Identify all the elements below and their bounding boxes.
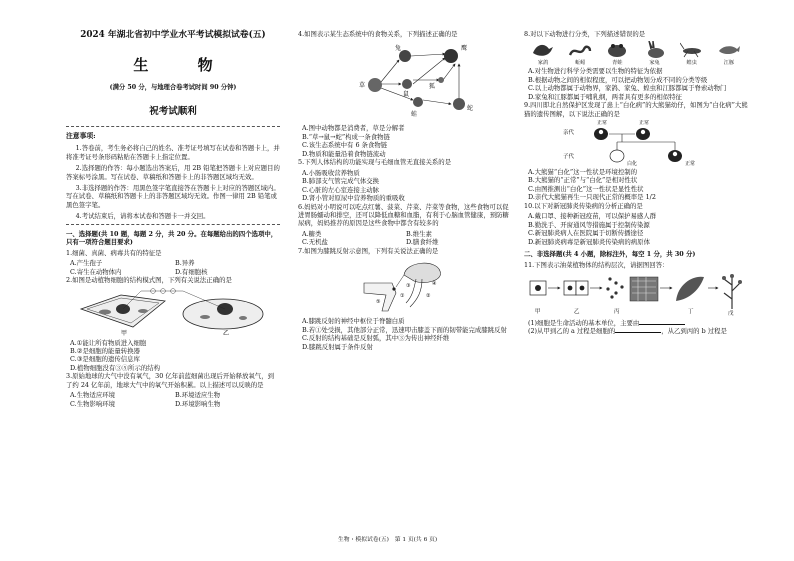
food-web-diagram [298, 40, 510, 122]
porpoise-icon [717, 41, 741, 59]
food-web-label-fox: 狐 [429, 83, 436, 91]
food-web-label-eagle: 鹰 [461, 45, 468, 53]
page-footer: 生物・模拟试卷(五) 第 1 页(共 6 页) [338, 537, 438, 543]
note-item: 1.答卷前，考生务必将自己的姓名、准考证号填写在试卷和答题卡上，并将准考证号条形码粘贴在答题卡上指定位置。 [66, 144, 280, 161]
column-right [524, 30, 748, 336]
option: C.由图推测出“白化”这一性状是显性性状 [528, 184, 644, 193]
plant-hierarchy-diagram [524, 271, 748, 317]
option: D.植物细胞没有③⑤所示的结构 [70, 363, 161, 372]
question-1-options [70, 268, 280, 276]
svg-text:⑤: ⑤ [376, 299, 381, 306]
cell-diagram-label-yi: 乙 [223, 329, 230, 337]
question-7-stem: 7.如图为膝跳反射示意图，下列有关说法正确的是 [298, 246, 439, 255]
animal-porpoise [714, 41, 744, 67]
animal-label: 家鸽 [537, 60, 549, 67]
option: C.该生态系统中有 6 条食物链 [302, 141, 388, 150]
question-11-sub-2 [528, 327, 748, 335]
option: D.新冠肺炎病毒是新冠肺炎传染病的病原体 [528, 237, 650, 246]
option: B.环境适应生物 [175, 391, 221, 400]
option: B.若①处受损，其他部分正常，迅速叩击膝盖下面的韧带能完成膝跳反射 [302, 325, 507, 334]
option: C.反射的结构基础是反射弧，其中③为传出神经纤维 [302, 334, 450, 343]
question-3-stem: 3.原始地球的大气中没有氧气，30 亿年前蓝细菌出现后开始释放氧气，到了约 24 亿年前，地球大气中的氧气开始积累。以上描述可以反映的是 [66, 372, 274, 389]
subject-title: 生 物 [133, 55, 235, 74]
divider [66, 224, 280, 225]
animal-earthworm [565, 41, 595, 67]
knee-jerk-illustration [344, 257, 464, 315]
option: B.根据动物之间的相似程度，可以把动物划分成不同的分类等级 [528, 75, 708, 84]
question-3-options [70, 391, 280, 399]
genetics-label-offspring: 子代 [563, 154, 575, 161]
option: A.①能让所有物质进入细胞 [70, 338, 147, 347]
option: B.肺部支气管完成气体交换 [302, 177, 380, 186]
option: D.家兔和江豚都属于哺乳纲，两者具有更多的相似特征 [528, 92, 682, 101]
hierarchy-label-bing: 丙 [614, 309, 620, 316]
animal-images [528, 41, 744, 67]
genetics-label-albino: 白化 [627, 161, 638, 167]
answer-blank [615, 327, 661, 333]
animal-locust [677, 41, 707, 67]
animal-frog [602, 41, 632, 67]
cell-diagram-label-jia: 甲 [121, 329, 128, 337]
hierarchy-label-jia: 甲 [535, 309, 541, 316]
svg-text:③: ③ [406, 283, 411, 290]
question-3-options [70, 400, 280, 408]
question-10-stem: 10.以下对新冠肺炎传染病的分析正确的是 [524, 201, 643, 210]
food-web-label-snake: 蛇 [467, 105, 474, 113]
cell-diagram-illustration [73, 287, 273, 337]
question-1-options [70, 259, 280, 267]
option: B.②是细胞的能量转换器 [70, 347, 140, 355]
animal-label: 蝗虫 [686, 60, 697, 67]
plant-hierarchy-illustration [528, 271, 744, 317]
rabbit-icon [643, 41, 667, 59]
hierarchy-label-yi: 乙 [574, 309, 580, 316]
svg-text:①: ① [400, 293, 405, 300]
frog-icon [605, 41, 629, 59]
question-11-stem: 11.下图表示油菜植物体的结构层次，请据图回答： [524, 260, 669, 269]
option: C.以上动物都属于动物界，家鸽、家兔、蝗虫和江豚都属于脊索动物门 [528, 84, 727, 93]
hierarchy-label-ding: 丁 [688, 309, 694, 316]
food-web-label-frog: 蛙 [411, 111, 418, 119]
option: C.无机盐 [302, 238, 328, 247]
option: A.大熊猫“白化”这一性状是环境控制的 [528, 168, 638, 177]
option: A.图中动物都是消费者，草是分解者 [302, 124, 405, 133]
option: B.勤洗手、开窗通风等措施属于控制传染源 [528, 220, 650, 229]
option: D.肾小管对原尿中营养物质的重吸收 [302, 194, 405, 203]
knee-jerk-diagram [298, 257, 510, 315]
animal-label: 家兔 [649, 60, 660, 67]
option: D.亲代大熊猫再生一只现代正常的概率是 1/2 [528, 193, 656, 202]
option: B.维生素 [406, 229, 432, 238]
genetics-label-normal-2: 正常 [639, 120, 650, 127]
animal-label: 江豚 [723, 60, 735, 67]
option: A.生物适应环境 [70, 391, 115, 400]
option: B.异养 [175, 259, 195, 268]
option: C.生物影响环境 [70, 399, 116, 408]
answer-blank [639, 319, 685, 325]
pigeon-icon [531, 41, 555, 59]
option: A.对生物进行科学分类需要以生物的特征为依据 [528, 67, 663, 76]
option: A.产生孢子 [70, 259, 103, 268]
option: D.环境影响生物 [175, 399, 221, 408]
animal-pigeon [528, 41, 558, 67]
question-5-stem: 5.下列人体结构的功能实现与毛细血管无直接关系的是 [298, 158, 452, 167]
divider [66, 126, 280, 127]
option: C.新冠肺炎病人在医院属于切断传播途径 [528, 229, 644, 238]
svg-text:②: ② [426, 293, 431, 300]
question-6-stem: 6.妈妈对小明说可以吃点红薯、菠菜、芹菜、芹菜等食物，这些食物可以促进胃肠蠕动和排空，还可以降低血糖和血脂，有利于心脑血管健康，预防糖尿病，妈妈推荐的原因是这些食物中都含有较多的 [298, 202, 509, 228]
question-8-stem: 8.对以下动物进行分类，下列描述错误的是 [524, 30, 646, 38]
section-two-title: 二、非选择题(共 4 小题，除标注外，每空 1 分，共 30 分) [524, 250, 696, 259]
hierarchy-label-wu: 戊 [728, 311, 734, 318]
option: D.膳食纤维 [406, 238, 439, 247]
option: A.糖类 [302, 229, 322, 238]
svg-text:④: ④ [432, 281, 437, 288]
genetics-label-parent: 亲代 [563, 130, 575, 137]
food-web-label-rabbit: 兔 [395, 45, 402, 53]
panda-genetics-illustration [561, 120, 711, 166]
option: D.物质和能量沿着食物链流动 [302, 149, 386, 158]
sub-question-tail: ，从乙到丙的 b 过程是 [661, 327, 727, 336]
option: D.膝跳反射属于条件反射 [302, 342, 373, 351]
question-1-stem: 1.细菌、真菌、病毒共有的特征是 [66, 248, 162, 257]
sub-question-text: (2)从甲到乙的 a 过程是细胞的 [528, 327, 616, 336]
column-left [66, 30, 280, 408]
option: B.“草→鼠→蛇”构成一条食物链 [302, 132, 390, 141]
column-middle [298, 30, 510, 351]
question-9-stem: 9.四川即北自然保护区发现了患上“白化病”的大熊猫幼仔，如图为“白化病”大熊猫的遗传图解，以下说法正确的是 [524, 101, 748, 118]
question-2-stem: 2.如图是动植物细胞的结构模式图，下列有关说法正确的是 [66, 276, 232, 285]
exam-title: 2024 年湖北省初中学业水平考试模拟试卷(五) [80, 30, 266, 40]
option: B.大熊猫的“正常”与“白化”是相对性状 [528, 176, 638, 185]
option: D.有细胞核 [175, 267, 208, 276]
earthworm-icon [568, 41, 592, 59]
option: A.戴口罩、接种新冠疫苗，可以保护易感人群 [528, 212, 657, 221]
sub-question-text: (1)细胞是生命活动的基本单位，主要由 [528, 319, 640, 328]
option: C.③是细胞的遗传信息库 [70, 355, 140, 364]
notes-title: 注意事项: [66, 132, 96, 141]
genetics-label-normal-1: 正常 [597, 120, 608, 127]
option: C.寄生在动物体内 [70, 267, 122, 276]
option: A.膝跳反射的神经中枢位于脊髓白质 [302, 317, 405, 326]
option: A.小肠吸收营养物质 [302, 168, 360, 177]
note-item: 4.考试结束后，请将本试卷和答题卡一并交回。 [75, 212, 210, 221]
question-4-stem: 4.如图表示某生态系统中的食物关系，下列描述正确的是 [298, 30, 458, 38]
question-6-options [302, 238, 510, 246]
wish-text: 祝考试顺利 [149, 105, 197, 117]
food-web-illustration [319, 40, 489, 122]
genetics-label-normal-3: 正常 [685, 161, 696, 167]
panda-genetics-diagram [524, 120, 748, 166]
cell-diagram [66, 287, 280, 337]
locust-icon [680, 41, 704, 59]
food-web-label-grass: 草 [359, 82, 366, 90]
score-line: (满分 50 分，与地理合卷考试时间 90 分钟) [109, 84, 237, 92]
animal-rabbit [640, 41, 670, 67]
note-item: 2.选择题的作答：每小题选出答案后，用 2B 铅笔把答题卡上对应题目的答案标号涂黑。写在试卷、草稿纸和答题卡上的非答题区域均无效。 [66, 164, 280, 181]
section-one-title: 一、选择题(共 10 题，每题 2 分，共 20 分。在每题给出的四个选项中，只有一项符合题目要求) [66, 229, 278, 247]
option: C.心脏的左心室连接主动脉 [302, 185, 379, 194]
note-item: 3.非选择题的作答：用黑色签字笔直接答在答题卡上对应的答题区域内。写在试卷、草稿纸和答题卡上的非答题区域均无效。作图一律用 2B 铅笔或黑色签字笔。 [66, 184, 280, 209]
animal-label: 蚯蚓 [574, 60, 586, 67]
food-web-label-mouse: 鼠 [403, 91, 410, 99]
animal-label: 青蛙 [612, 60, 623, 67]
